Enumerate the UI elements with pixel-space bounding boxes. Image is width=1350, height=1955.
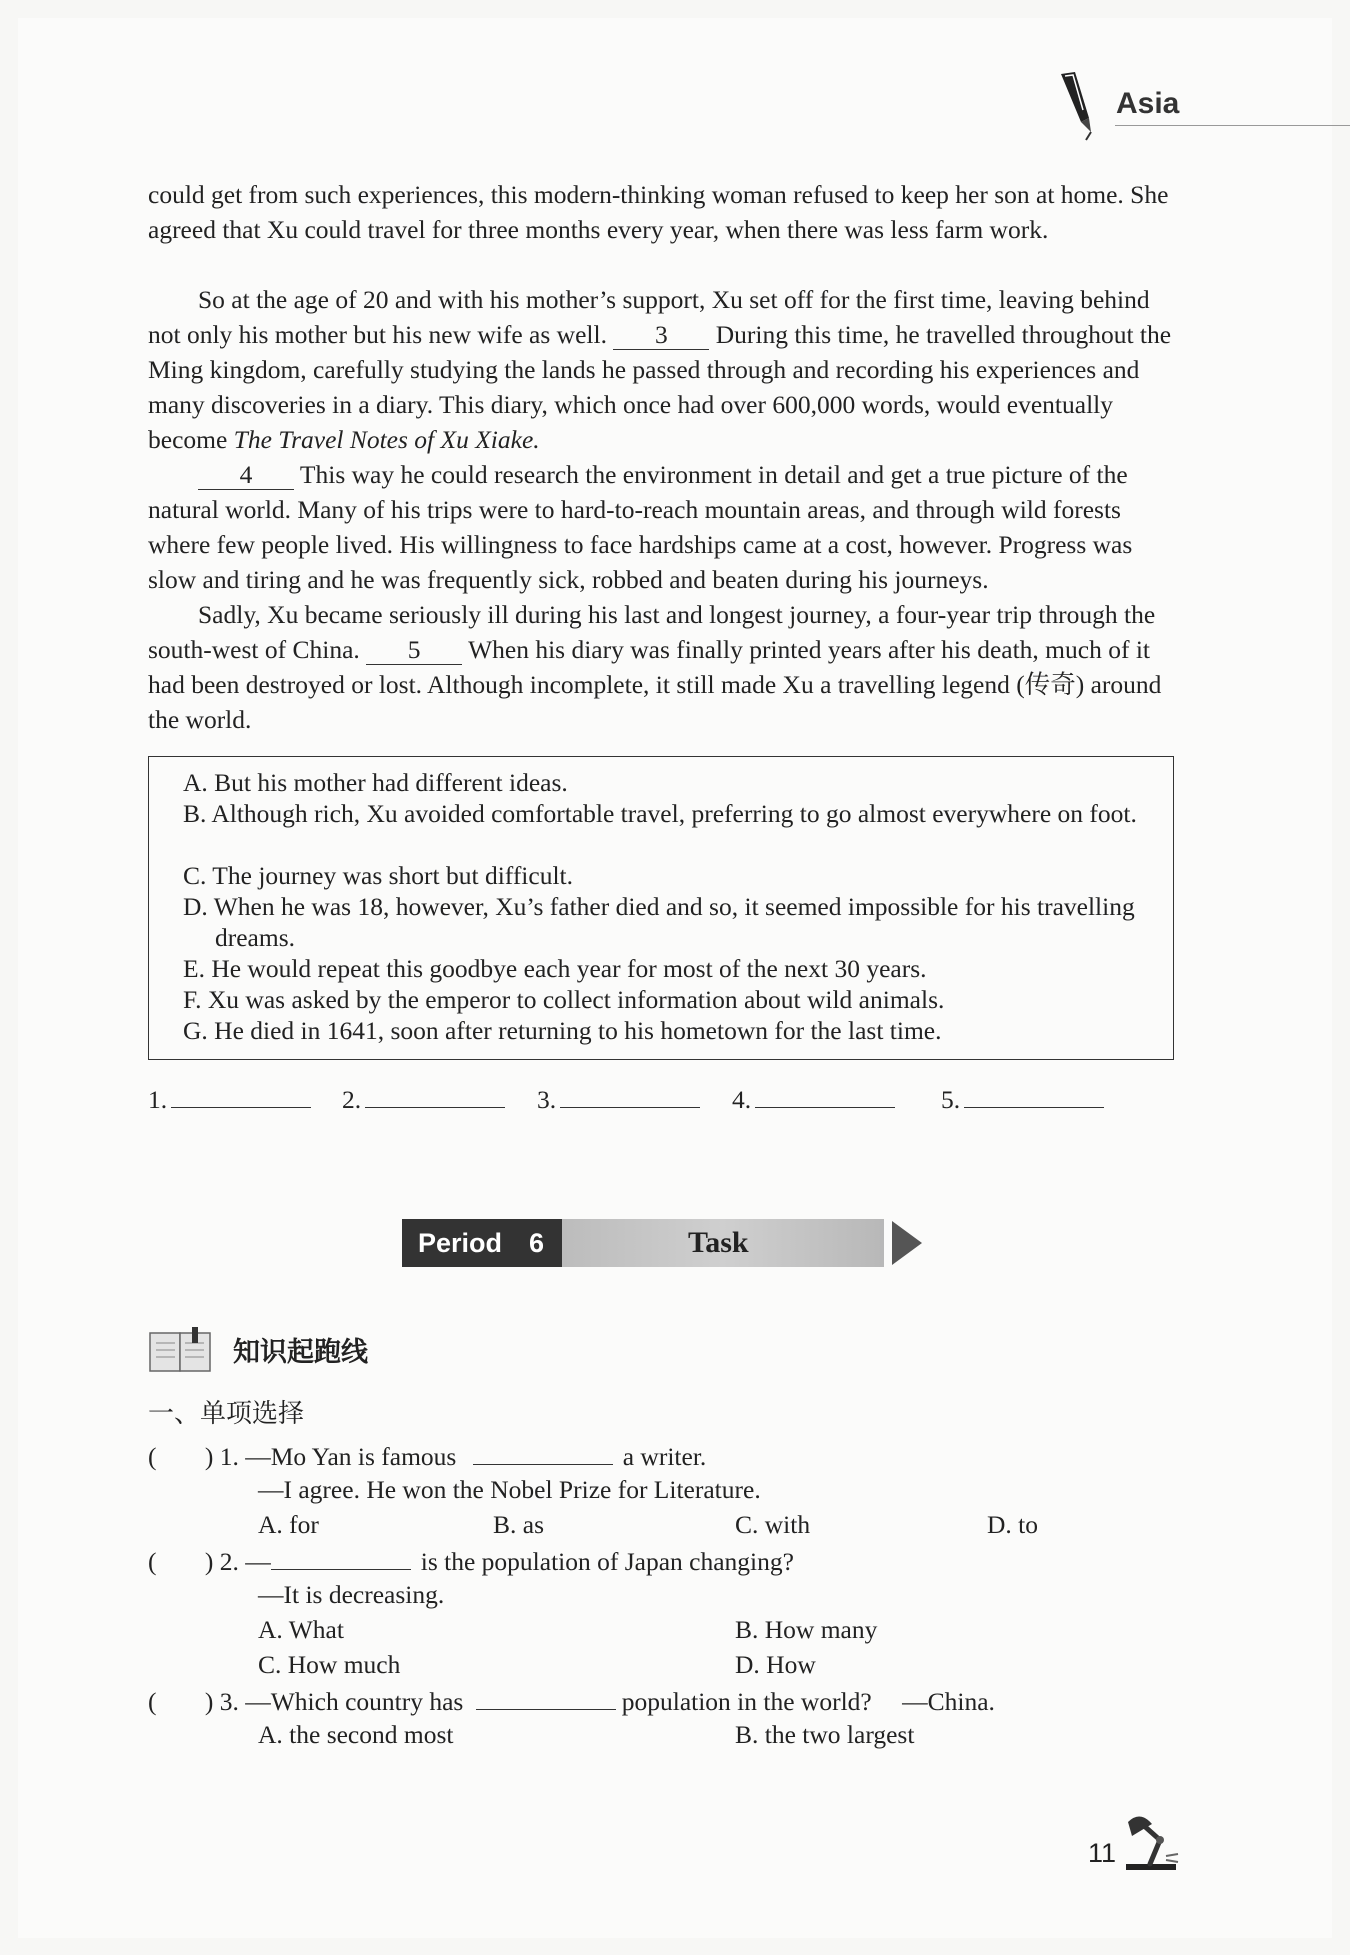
q1-reply: —I agree. He won the Nobel Prize for Literature. bbox=[258, 1475, 761, 1504]
period-number: 6 bbox=[529, 1228, 545, 1258]
question-stem: ) 3. —Which country has bbox=[204, 1687, 464, 1716]
question-stem: ) 2. — bbox=[204, 1547, 271, 1576]
paragraph-2-start: So at the age of 20 and with his mother’s support, Xu set off for the first time, leaving behind not only his mother but his new wife as well. bbox=[148, 285, 1150, 349]
q1-option-d[interactable]: D. to bbox=[987, 1510, 1038, 1539]
answer-line[interactable] bbox=[964, 1085, 1104, 1108]
desk-lamp-icon bbox=[1120, 1810, 1184, 1874]
q2-option-c[interactable]: C. How much bbox=[258, 1650, 401, 1679]
answer-paren[interactable]: ( bbox=[148, 1547, 157, 1576]
q2-reply: —It is decreasing. bbox=[258, 1580, 445, 1609]
pen-icon bbox=[1055, 70, 1103, 142]
q1-option-b[interactable]: B. as bbox=[493, 1510, 544, 1539]
answer-1 bbox=[148, 1085, 311, 1115]
passage-paragraph-2 bbox=[148, 282, 1178, 457]
passage-paragraph-3 bbox=[148, 457, 1178, 597]
answer-3 bbox=[537, 1085, 700, 1115]
paragraph-4-start: Sadly, Xu became seriously ill during his last and longest journey, a four-year trip through the south-west of China. bbox=[148, 600, 1156, 664]
q3-option-b[interactable]: B. the two largest bbox=[735, 1720, 915, 1749]
paragraph-2-end: During this time, he travelled throughout the Ming kingdom, carefully studying the lands he passed through and recording his experiences and many discoveries in a diary. This diary, which once had over 600,000 words, would eventually become bbox=[148, 320, 1172, 454]
blank-3: 3 bbox=[613, 321, 709, 350]
period-title-block bbox=[562, 1219, 884, 1267]
header-title: Asia bbox=[1116, 87, 1180, 120]
question-stem-end: is the population of Japan changing? bbox=[420, 1547, 794, 1576]
q1-option-a[interactable]: A. for bbox=[258, 1510, 319, 1539]
question-2 bbox=[148, 1545, 794, 1577]
passage-paragraph-1: could get from such experiences, this modern-thinking woman refused to keep her son at home. She agreed that Xu could travel for three months every year, when there was less farm work. bbox=[148, 180, 1169, 244]
answer-line[interactable] bbox=[365, 1085, 505, 1108]
option-d: D. When he was 18, however, Xu’s father died and so, it seemed impossible for his travelling dreams. bbox=[183, 892, 1135, 952]
passage-paragraph-4 bbox=[148, 597, 1178, 737]
blank-5: 5 bbox=[366, 636, 462, 665]
q3-option-a[interactable]: A. the second most bbox=[258, 1720, 454, 1749]
paragraph-3-text: This way he could research the environment in detail and get a true picture of the natural world. Many of his trips were to hard-to-reach mountain areas, and through wild forests where few people lived. His willingness to face hardships came at a cost, however. Progress was slow and tiring and he was frequently sick, robbed and beaten during his journeys. bbox=[148, 460, 1133, 594]
options-box bbox=[148, 756, 1174, 1060]
q2-option-b[interactable]: B. How many bbox=[735, 1615, 878, 1644]
question-blank[interactable] bbox=[271, 1545, 411, 1570]
answer-paren[interactable]: ( bbox=[148, 1442, 157, 1471]
period-title: Task bbox=[688, 1226, 749, 1259]
question-stem: ) 1. —Mo Yan is famous bbox=[204, 1442, 457, 1471]
paragraph-4-end: When his diary was finally printed years after his death, much of it had been destroyed or lost. Although incomplete, it still made Xu a travelling legend (传奇) around the world. bbox=[148, 635, 1162, 734]
book-title: The Travel Notes of Xu Xiake. bbox=[233, 425, 540, 454]
option-c: C. The journey was short but difficult. bbox=[183, 861, 574, 890]
header-rule bbox=[1115, 125, 1350, 126]
option-f: F. Xu was asked by the emperor to collect information about wild animals. bbox=[183, 985, 945, 1014]
answer-label: 5. bbox=[941, 1085, 961, 1114]
answer-label: 2. bbox=[342, 1085, 362, 1114]
q2-option-d[interactable]: D. How bbox=[735, 1650, 816, 1679]
blank-4: 4 bbox=[198, 461, 294, 490]
section-title: 知识起跑线 bbox=[233, 1337, 368, 1368]
option-b: B. Although rich, Xu avoided comfortable travel, preferring to go almost everywhere on foot. bbox=[183, 799, 1137, 828]
answer-2 bbox=[342, 1085, 505, 1115]
period-banner bbox=[402, 1219, 922, 1271]
page-header bbox=[1055, 70, 1335, 140]
page-number: 11 bbox=[1088, 1838, 1117, 1868]
period-label: Period bbox=[418, 1228, 503, 1258]
question-blank[interactable] bbox=[473, 1440, 613, 1465]
q3-reply: —China. bbox=[902, 1687, 995, 1716]
answer-4 bbox=[732, 1085, 895, 1115]
question-blank[interactable] bbox=[476, 1685, 616, 1710]
arrow-right-icon bbox=[892, 1221, 922, 1265]
answer-paren[interactable]: ( bbox=[148, 1687, 157, 1716]
option-a: A. But his mother had different ideas. bbox=[183, 768, 568, 797]
period-label-block bbox=[402, 1219, 562, 1267]
answer-label: 4. bbox=[732, 1085, 752, 1114]
option-g: G. He died in 1641, soon after returning to his hometown for the last time. bbox=[183, 1016, 942, 1045]
question-1 bbox=[148, 1440, 706, 1472]
question-stem-end: a writer. bbox=[622, 1442, 707, 1471]
answer-line[interactable] bbox=[755, 1085, 895, 1108]
option-e: E. He would repeat this goodbye each year for most of the next 30 years. bbox=[183, 954, 927, 983]
q2-option-a[interactable]: A. What bbox=[258, 1615, 344, 1644]
answer-label: 1. bbox=[148, 1085, 168, 1114]
q1-option-c[interactable]: C. with bbox=[735, 1510, 811, 1539]
answer-5 bbox=[941, 1085, 1104, 1115]
section-subtitle: 一、单项选择 bbox=[148, 1399, 305, 1429]
question-stem-end: population in the world? bbox=[621, 1687, 872, 1716]
question-3 bbox=[148, 1685, 995, 1717]
open-book-icon bbox=[148, 1325, 214, 1375]
answer-line[interactable] bbox=[171, 1085, 311, 1108]
answer-label: 3. bbox=[537, 1085, 557, 1114]
answer-line[interactable] bbox=[560, 1085, 700, 1108]
